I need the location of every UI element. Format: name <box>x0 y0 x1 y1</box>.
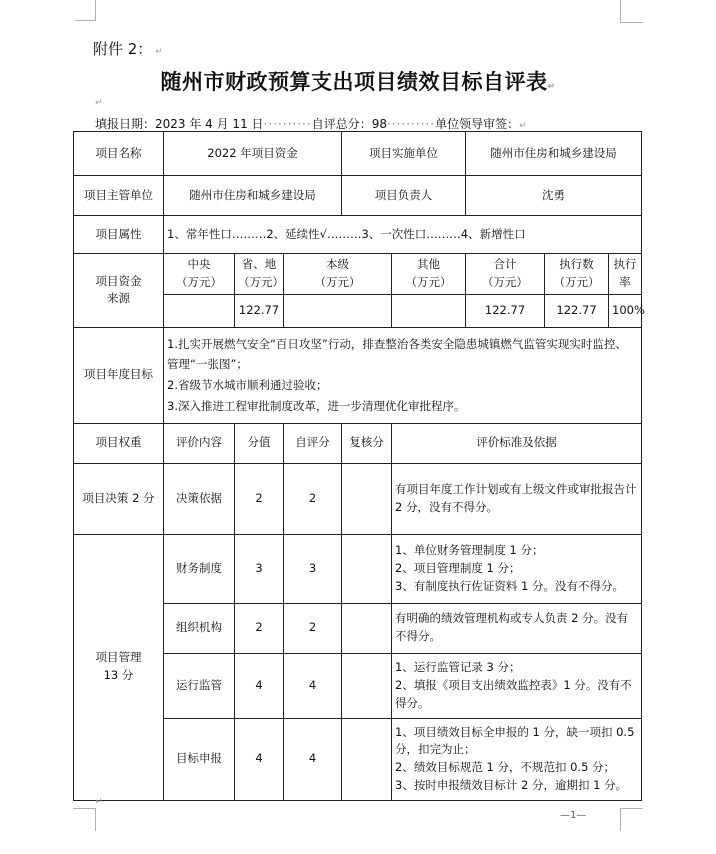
management-criteria <box>392 534 642 603</box>
management-weight <box>74 534 164 800</box>
leader-signature-label: 单位领导审签： <box>435 117 520 131</box>
decision-criteria <box>392 463 642 534</box>
paragraph-mark-icon: ↵ <box>519 121 527 131</box>
funding-header-executed <box>545 254 609 295</box>
crop-mark-top-left <box>75 0 96 21</box>
funding-header-total <box>466 254 545 295</box>
annual-goal-item: 3.深入推进工程审批制度改革，进一步清理优化审批程序。 <box>167 398 466 413</box>
project-dept-value: 随州市住房和城乡建设局 <box>164 176 342 216</box>
project-person-value: 沈勇 <box>466 176 642 216</box>
title-text: 随州市财政预算支出项目绩效目标自评表 <box>160 70 548 94</box>
paragraph-mark-icon: ↵ <box>95 98 103 108</box>
paragraph-mark-icon: ↵ <box>547 82 556 92</box>
funding-value-executed: 122.77 <box>545 294 609 327</box>
funding-header-line1: 合计 <box>493 257 517 271</box>
eval-header-content: 评价内容 <box>164 423 235 463</box>
project-name-row <box>74 132 642 176</box>
funding-label-line1: 项目资金 <box>95 273 142 288</box>
criteria-line: 3、按时申报绩效目标计 2 分，逾期扣 1 分。 <box>395 777 628 792</box>
project-dept-row <box>74 176 642 216</box>
funding-header-line2: （万元） <box>314 274 361 289</box>
annual-goal-item: 1.扎实开展燃气安全“百日攻坚”行动，排查整治各类安全隐患城镇燃气监管实现实时监控、管理“一张图”； <box>167 336 627 372</box>
decision-row <box>74 463 642 534</box>
management-row <box>74 534 642 603</box>
funding-header-central <box>164 254 235 295</box>
funding-header-line2: （万元） <box>482 274 529 289</box>
decision-review-score <box>342 463 392 534</box>
funding-header-province <box>235 254 284 295</box>
decision-score: 2 <box>235 463 284 534</box>
funding-header-line2: （万元） <box>405 274 452 289</box>
eval-header-weight: 项目权重 <box>74 423 164 463</box>
page-number: —1— <box>560 810 587 821</box>
management-content: 目标申报 <box>164 718 235 800</box>
management-review-score <box>342 718 392 800</box>
project-attr-label: 项目属性 <box>74 216 164 254</box>
management-criteria <box>392 718 642 800</box>
management-self-score: 2 <box>284 603 342 653</box>
eval-header-score: 分值 <box>235 423 284 463</box>
funding-label <box>74 254 164 328</box>
funding-header-line1: 执行数 <box>559 257 594 271</box>
fill-info-line: 填报日期：2023 年 4 月 11 日··········自评总分：98··········单位领导审签：↵ <box>95 117 527 131</box>
management-self-score: 3 <box>284 534 342 603</box>
management-weight-line1: 项目管理 <box>95 650 142 665</box>
management-score: 4 <box>235 653 284 718</box>
criteria-line: 2、绩效目标规范 1 分，不规范扣 0.5 分； <box>395 760 616 775</box>
management-self-score: 4 <box>284 718 342 800</box>
page-title <box>0 66 716 96</box>
funding-header-line1: 其他 <box>417 257 441 271</box>
annual-goal-item: 2.省级节水城市顺利通过验收； <box>167 378 328 393</box>
project-attr-value: 1、常年性口………2、延续性√………3、一次性口………4、新增性口 <box>164 216 642 254</box>
criteria-line: 1、项目绩效目标全申报的 1 分，缺一项扣 0.5 分，扣完为止； <box>395 724 635 757</box>
paragraph-mark-icon: ↵ <box>152 47 163 57</box>
criteria-line: 有项目年度工作计划或有上级文件或审批报告计 2 分，没有不得分。 <box>395 481 637 514</box>
criteria-line: 有明确的绩效管理机构或专人负责 2 分。没有不得分。 <box>395 611 629 644</box>
management-score: 4 <box>235 718 284 800</box>
management-content: 财务制度 <box>164 534 235 603</box>
management-criteria <box>392 603 642 653</box>
management-review-score <box>342 534 392 603</box>
decision-content: 决策依据 <box>164 463 235 534</box>
annual-goal-row <box>74 327 642 423</box>
management-score: 3 <box>235 534 284 603</box>
funding-header-rate <box>609 254 642 295</box>
criteria-line: 3、有制度执行佐证资料 1 分。没有不得分。 <box>395 578 624 593</box>
management-self-score: 4 <box>284 653 342 718</box>
eval-header-self: 自评分 <box>284 423 342 463</box>
management-score: 2 <box>235 603 284 653</box>
evaluation-table <box>73 131 645 801</box>
eval-header-row <box>74 423 642 463</box>
funding-header-line1: 本级 <box>326 257 349 271</box>
funding-value-local <box>284 294 392 327</box>
funding-header-local <box>284 254 392 295</box>
decision-weight: 项目决策 2 分 <box>74 463 164 534</box>
self-score-total: 自评总分：98 <box>311 117 387 131</box>
project-impl-value: 随州市住房和城乡建设局 <box>466 132 642 176</box>
funding-value-central <box>164 294 235 327</box>
criteria-line: 2、项目管理制度 1 分； <box>395 560 521 575</box>
funding-label-line2: 来源 <box>107 291 130 306</box>
attachment-text: 附件 2： <box>93 40 153 58</box>
annual-goal-content <box>164 327 642 423</box>
funding-header-line2: （万元） <box>553 274 600 289</box>
project-dept-label: 项目主管单位 <box>74 176 164 216</box>
funding-value-total: 122.77 <box>466 294 545 327</box>
funding-header-line2: （万元） <box>176 274 222 289</box>
funding-value-province: 122.77 <box>235 294 284 327</box>
management-criteria <box>392 653 642 718</box>
paragraph-mark-icon: ↵ <box>95 797 103 807</box>
attachment-label <box>93 38 163 59</box>
eval-header-criteria: 评价标准及依据 <box>392 423 642 463</box>
funding-value-other <box>392 294 466 327</box>
criteria-line: 2、填报《项目支出绩效监控表》1 分。没有不得分。 <box>395 677 632 710</box>
criteria-line: 1、单位财务管理制度 1 分； <box>395 542 544 557</box>
funding-header-line1: 中央 <box>187 257 211 271</box>
crop-mark-top-right <box>620 0 643 23</box>
project-name-label: 项目名称 <box>74 132 164 176</box>
funding-header-line1: 执行 <box>613 257 637 271</box>
management-content: 组织机构 <box>164 603 235 653</box>
funding-value-rate: 100% <box>609 294 642 327</box>
funding-header-other <box>392 254 466 295</box>
funding-header-line2: 率 <box>619 274 631 289</box>
management-weight-line2: 13 分 <box>103 668 134 683</box>
crop-mark-bottom-left <box>73 808 96 831</box>
eval-header-review: 复核分 <box>342 423 392 463</box>
management-review-score <box>342 653 392 718</box>
project-name-value: 2022 年项目资金 <box>164 132 342 176</box>
criteria-line: 1、运行监管记录 3 分； <box>395 659 521 674</box>
annual-goal-label: 项目年度目标 <box>74 327 164 423</box>
funding-header-line2: （万元） <box>238 274 284 289</box>
funding-header-line1: 省、地 <box>241 257 277 271</box>
fill-date: 填报日期：2023 年 4 月 11 日 <box>95 117 264 131</box>
project-attr-row <box>74 216 642 254</box>
decision-self-score: 2 <box>284 463 342 534</box>
management-review-score <box>342 603 392 653</box>
funding-header-row <box>74 254 642 295</box>
project-person-label: 项目负责人 <box>342 176 466 216</box>
project-impl-label: 项目实施单位 <box>342 132 466 176</box>
crop-mark-bottom-right <box>620 808 643 831</box>
management-content: 运行监管 <box>164 653 235 718</box>
